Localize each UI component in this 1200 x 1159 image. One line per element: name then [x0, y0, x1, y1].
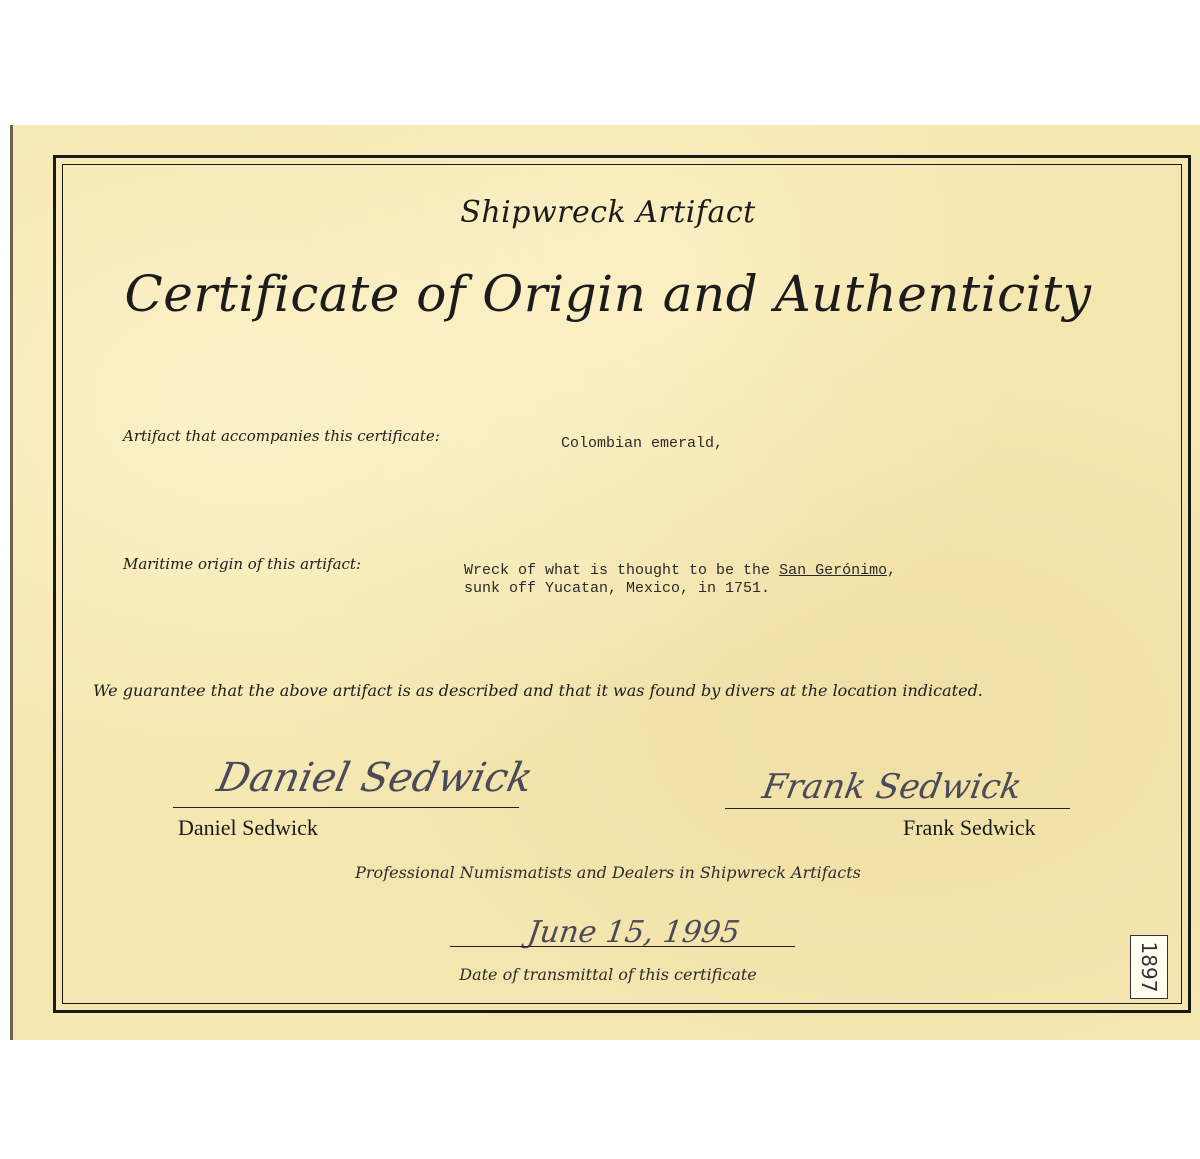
artifact-value: Colombian emerald, [561, 435, 724, 452]
origin-value [464, 562, 896, 598]
signer-name-right: Frank Sedwick [903, 815, 1036, 840]
date-caption: Date of transmittal of this certificate [459, 965, 757, 984]
signer-name-left: Daniel Sedwick [178, 815, 318, 840]
artifact-label: Artifact that accompanies this certificate: [123, 427, 440, 445]
reference-number-tag [1130, 935, 1168, 999]
signature-frank: Frank Sedwick [759, 767, 1025, 807]
signature-line-right [725, 808, 1070, 809]
origin-label: Maritime origin of this artifact: [123, 555, 362, 573]
professional-line: Professional Numismatists and Dealers in Shipwreck Artifacts [355, 863, 861, 882]
handwritten-date: June 15, 1995 [525, 915, 743, 950]
date-line [450, 946, 795, 947]
origin-line1-prefix: Wreck of what is thought to be the [464, 562, 780, 579]
reference-number: 1897 [1137, 941, 1161, 993]
signature-line-left [173, 807, 519, 808]
certificate-subtitle: Shipwreck Artifact [460, 195, 756, 230]
signature-daniel: Daniel Sedwick [213, 755, 537, 801]
certificate-title: Certificate of Origin and Authenticity [124, 265, 1092, 323]
ship-name: San Gerónimo [779, 562, 888, 579]
guarantee-statement: We guarantee that the above artifact is as described and that it was found by divers at the location indicated. [93, 681, 983, 700]
certificate-paper [10, 125, 1200, 1040]
origin-line1-suffix: , [887, 562, 897, 579]
origin-line2: sunk off Yucatan, Mexico, in 1751. [464, 580, 771, 597]
